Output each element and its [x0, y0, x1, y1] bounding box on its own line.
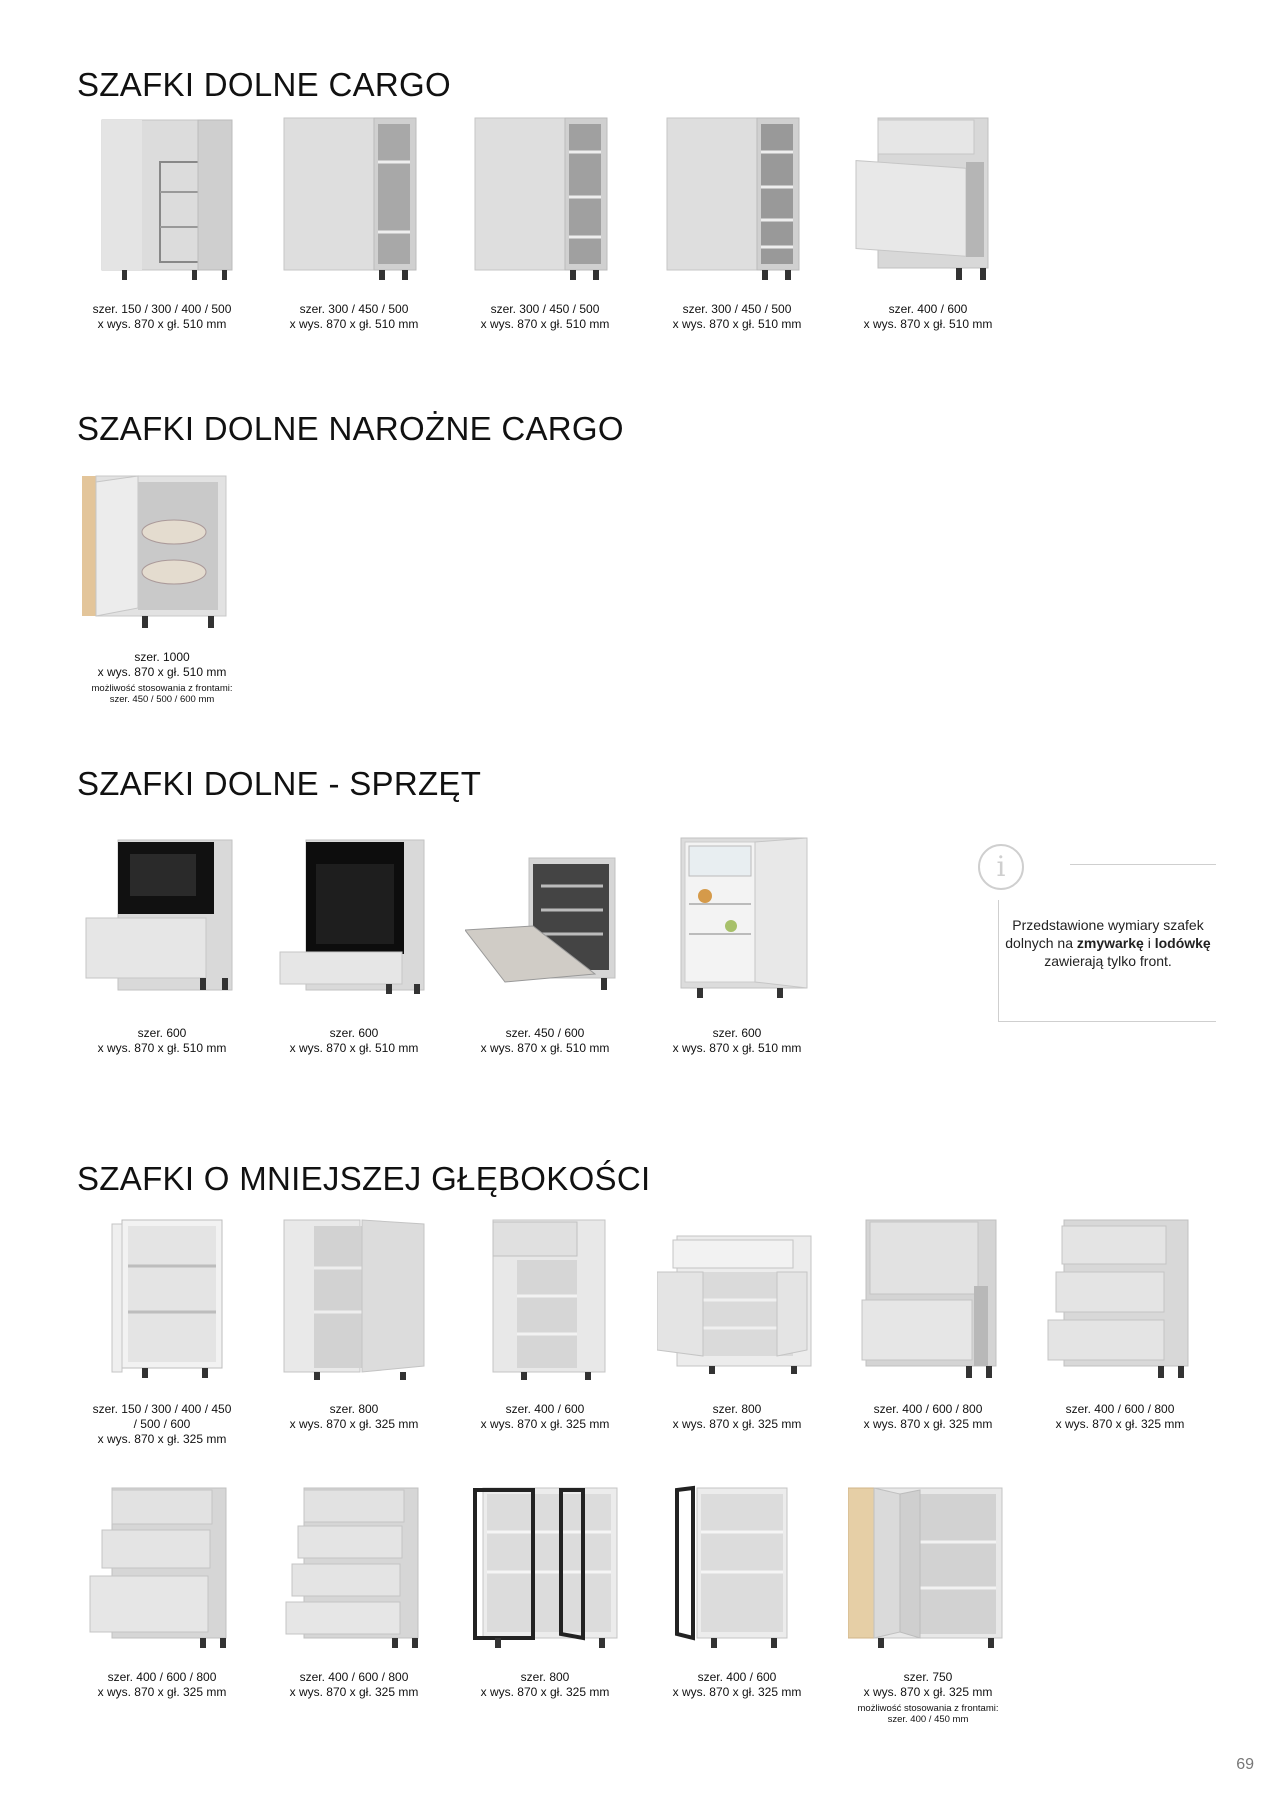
cabinet-cargo-basket-image — [82, 112, 242, 282]
dimension-height-depth: x wys. 870 x gł. 325 mm — [289, 1685, 419, 1699]
dimension-width: szer. 300 / 450 / 500 — [682, 302, 792, 316]
cabinet-cargo-image — [465, 112, 625, 282]
dimension-width: szer. 150 / 300 / 400 / 450 — [92, 1402, 232, 1416]
dimension-height-depth: x wys. 870 x gł. 510 mm — [672, 317, 802, 331]
cabinet-corner-carousel-image — [82, 470, 242, 640]
dimension-width-cont: / 500 / 600 — [133, 1417, 191, 1431]
dimension-width: szer. 750 — [903, 1670, 953, 1684]
dimension-height-depth: x wys. 870 x gł. 325 mm — [97, 1432, 227, 1446]
dimension-height-depth: x wys. 870 x gł. 510 mm — [863, 317, 993, 331]
front-note: możliwość stosowania z frontami: — [91, 683, 233, 694]
cabinet-three-drawers-image — [82, 1484, 242, 1654]
dimension-height-depth: x wys. 870 x gł. 325 mm — [863, 1417, 993, 1431]
section-title-appliance: SZAFKI DOLNE - SPRZĘT — [77, 765, 482, 802]
cabinet-drawer-double-door-image — [657, 1216, 817, 1386]
dimension-width: szer. 300 / 450 / 500 — [299, 302, 409, 316]
dimension-width: szer. 150 / 300 / 400 / 500 — [92, 302, 232, 316]
dimension-width: szer. 450 / 600 — [505, 1026, 585, 1040]
dimension-height-depth: x wys. 870 x gł. 325 mm — [289, 1417, 419, 1431]
dimension-height-depth: x wys. 870 x gł. 510 mm — [672, 1041, 802, 1055]
dimension-width: szer. 800 — [520, 1670, 570, 1684]
dimension-width: szer. 600 — [329, 1026, 379, 1040]
dimension-width: szer. 600 — [137, 1026, 187, 1040]
front-note-sizes: szer. 450 / 500 / 600 mm — [109, 694, 215, 705]
front-note-sizes: szer. 400 / 450 mm — [887, 1714, 969, 1725]
dimension-height-depth: x wys. 870 x gł. 325 mm — [97, 1685, 227, 1699]
dimension-height-depth: x wys. 870 x gł. 510 mm — [480, 1041, 610, 1055]
dimension-height-depth: x wys. 870 x gł. 325 mm — [672, 1417, 802, 1431]
cabinet-microwave-image — [82, 834, 242, 1004]
dimension-height-depth: x wys. 870 x gł. 325 mm — [480, 1685, 610, 1699]
dimension-width: szer. 400 / 600 — [505, 1402, 585, 1416]
page-number: 69 — [1236, 1756, 1254, 1773]
section-title-corner-cargo: SZAFKI DOLNE NAROŻNE CARGO — [77, 410, 624, 447]
dimension-height-depth: x wys. 870 x gł. 325 mm — [1055, 1417, 1185, 1431]
dimension-height-depth: x wys. 870 x gł. 325 mm — [672, 1685, 802, 1699]
cabinet-fridge-image — [657, 834, 817, 1004]
cabinet-double-door-image — [274, 1216, 434, 1386]
info-divider — [998, 1021, 1216, 1022]
section-title-shallow: SZAFKI O MNIEJSZEJ GŁĘBOKOŚCI — [77, 1160, 651, 1197]
cabinet-corner-shallow-image — [848, 1484, 1008, 1654]
info-divider — [1070, 864, 1216, 865]
info-note: Przedstawione wymiary szafek dolnych na zmywarkę i lodówkę zawierają tylko front. — [1005, 917, 1211, 969]
dimension-width: szer. 400 / 600 / 800 — [107, 1670, 217, 1684]
cabinet-glass-door-image — [465, 1484, 625, 1654]
cabinet-oven-image — [274, 834, 434, 1004]
dimension-width: szer. 800 — [712, 1402, 762, 1416]
cabinet-two-drawers-image — [848, 1216, 1008, 1386]
info-divider — [998, 900, 999, 1022]
cabinet-glass-door-narrow-image — [657, 1484, 817, 1654]
dimension-height-depth: x wys. 870 x gł. 510 mm — [289, 1041, 419, 1055]
cabinet-dishwasher-image — [465, 834, 625, 1004]
section-title-cargo: SZAFKI DOLNE CARGO — [77, 66, 451, 103]
cabinet-drawer-cargo-image — [848, 112, 1008, 282]
dimension-width: szer. 300 / 450 / 500 — [490, 302, 600, 316]
front-note: możliwość stosowania z frontami: — [857, 1703, 999, 1714]
cabinet-open-shelf-image — [82, 1216, 242, 1386]
dimension-height-depth: x wys. 870 x gł. 325 mm — [480, 1417, 610, 1431]
dimension-height-depth: x wys. 870 x gł. 510 mm — [97, 1041, 227, 1055]
dimension-height-depth: x wys. 870 x gł. 510 mm — [97, 317, 227, 331]
dimension-height-depth: x wys. 870 x gł. 510 mm — [480, 317, 610, 331]
info-icon: i — [978, 844, 1024, 890]
dimension-width: szer. 400 / 600 — [888, 302, 968, 316]
dimension-height-depth: x wys. 870 x gł. 510 mm — [289, 317, 419, 331]
dimension-width: szer. 400 / 600 / 800 — [299, 1670, 409, 1684]
cabinet-drawer-shelf-image — [465, 1216, 625, 1386]
dimension-width: szer. 400 / 600 / 800 — [1065, 1402, 1175, 1416]
cabinet-three-drawers-image — [1040, 1216, 1200, 1386]
dimension-width: szer. 600 — [712, 1026, 762, 1040]
dimension-height-depth: x wys. 870 x gł. 510 mm — [97, 665, 227, 679]
dimension-height-depth: x wys. 870 x gł. 325 mm — [863, 1685, 993, 1699]
dimension-width: szer. 800 — [329, 1402, 379, 1416]
cabinet-cargo-image — [657, 112, 817, 282]
dimension-width: szer. 1000 — [134, 650, 190, 664]
cabinet-cargo-image — [274, 112, 434, 282]
cabinet-four-drawers-image — [274, 1484, 434, 1654]
dimension-width: szer. 400 / 600 / 800 — [873, 1402, 983, 1416]
dimension-width: szer. 400 / 600 — [697, 1670, 777, 1684]
